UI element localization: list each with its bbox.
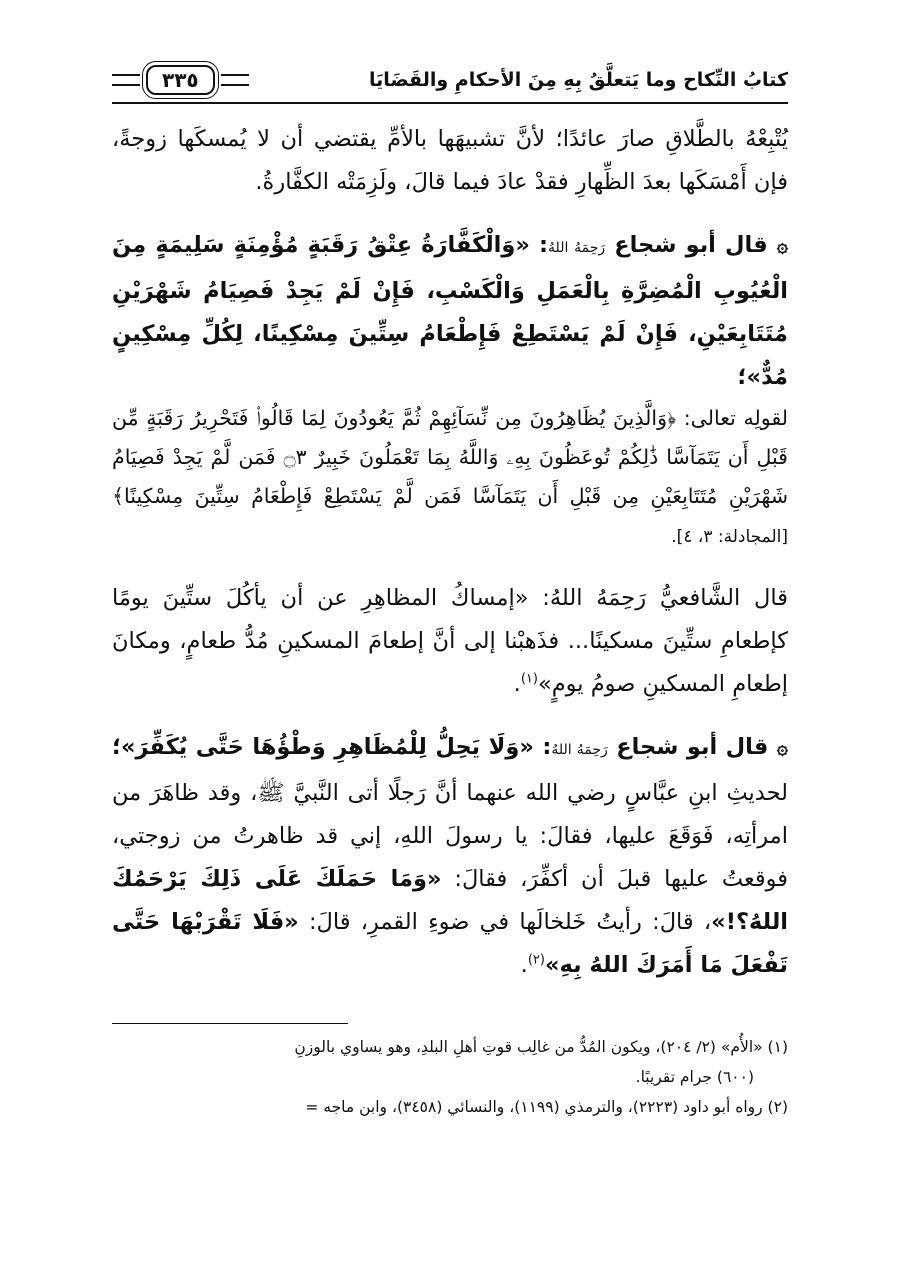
footnote-number: (١) [767, 1038, 788, 1056]
quran-block [112, 399, 788, 557]
paragraph-4 [112, 726, 788, 987]
hadith-quote: «فَلَا تَقْرَبْهَا حَتَّى تَفْعَلَ مَا أَمَرَكَ اللهُ بِهِ» [112, 909, 788, 978]
speaker: قال أبو شجاع [614, 232, 768, 258]
footnote-text: «الأُم» (٢/ ٢٠٤)، ويكون المُدُّ من غالِب قوتِ أهلِ البلدِ، وهو يساوي بالوزنِ [294, 1038, 763, 1056]
footnote-rule [112, 1023, 348, 1024]
shafii-quote: قال الشَّافعيُّ رَحِمَهُ اللهُ: «إمساكُ المظاهِرِ عن أن يأكُلَ ستِّينَ يومًا كإطعامِ ستِّينَ مسكينًا... فذَهبْنا إلى أنَّ إطعامَ المسكينِ مُدُّ طعامٍ، ومكانَ إطعامِ المسكينِ صومُ يومٍ» [112, 585, 788, 697]
footnote-1 [112, 1032, 788, 1062]
flower-ornament-icon: ۞ [776, 235, 788, 257]
period: . [520, 952, 528, 978]
footnote-text: رواه أبو داود (٢٢٢٣)، والترمذي (١١٩٩)، والنسائي (٣٤٥٨)، وابن ماجه = [305, 1098, 763, 1116]
honorific: رَحِمَهُ اللهُ [548, 240, 606, 256]
page-number: ٣٣٥ [146, 65, 215, 95]
footnote-ref[interactable]: (٢) [527, 952, 545, 968]
running-title: كتابُ النِّكاح وما يَتعلَّقُ بِهِ مِنَ الأحكامِ والقَضَايَا [368, 69, 788, 91]
hadith-quote: «وَمَا حَمَلَكَ عَلَى ذَلِكَ يَرْحَمُكَ اللهُ؟!» [112, 866, 788, 935]
footnote-1-continued: (٦٠٠) جرام تقريبًا. [635, 1068, 754, 1086]
paragraph-3 [112, 577, 788, 706]
hadith-text: ، قالَ: رأيتُ خَلخالَها في ضوءِ القمرِ، قالَ: [298, 909, 712, 935]
footnote-number: (٢) [767, 1098, 788, 1116]
frame-ornament [112, 74, 140, 86]
paragraph-2 [112, 224, 788, 557]
honorific: رَحِمَهُ اللهُ [551, 742, 608, 758]
frame-ornament [221, 74, 249, 86]
flower-ornament-icon: ۞ [776, 737, 788, 759]
matn-text: : «وَالْكَفَّارَةُ عِتْقُ رَقَبَةٍ مُؤْمِنَةٍ سَلِيمَةٍ مِنَ الْعُيُوبِ الْمُضِرَّةِ بِالْعَمَلِ وَالْكَسْبِ، فَإِنْ لَمْ يَجِدْ فَصِيَامُ شَهْرَيْنِ مُتَتَابِعَيْنِ، فَإِنْ لَمْ يَسْتَطِعْ فَإِطْعَامُ سِتِّينَ مِسْكِينًا، لِكُلِّ مِسْكِينٍ مُدٌّ»؛ [112, 232, 788, 390]
hadith-text: لحديثِ ابنِ عبَّاسٍ رضي الله عنهما أنَّ رَجلًا أتى النَّبيَّ ﷺ، وقد ظاهَرَ من امرأتِه، فَوَقَعَ عليها، فقالَ: يا رسولَ اللهِ، إني قد ظاهرتُ من زوجتي، فوقعتُ عليها قبلَ أن أكفِّرَ، فقالَ: [112, 780, 788, 892]
page-number-frame [112, 65, 249, 95]
quran-verse: ﴿وَالَّذِينَ يُظَاهِرُونَ مِن نِّسَآئِهِمْ ثُمَّ يَعُودُونَ لِمَا قَالُوا۟ فَتَحْرِيرُ رَقَبَةٍ مِّن قَبْلِ أَن يَتَمَآسَّا ذَٰلِكُمْ تُوعَظُونَ بِهِۦ وَاللَّهُ بِمَا تَعْمَلُونَ خَبِيرٌ ۝٣ فَمَن لَّمْ يَجِدْ فَصِيَامُ شَهْرَيْنِ مُتَتَابِعَيْنِ مِن قَبْلِ أَن يَتَمَآسَّا فَمَن لَّمْ يَسْتَطِعْ فَإِطْعَامُ سِتِّينَ مِسْكِينًا﴾ [112, 406, 788, 508]
footnote-2 [112, 1092, 788, 1122]
matn-text: : «وَلَا يَحِلُّ لِلْمُظَاهِرِ وَطْؤُهَا حَتَّى يُكَفِّرَ»؛ [112, 734, 552, 760]
speaker: قال أبو شجاع [616, 734, 769, 760]
period: . [513, 671, 521, 697]
page [112, 60, 788, 1122]
footnotes [112, 1032, 788, 1122]
page-header [112, 60, 788, 100]
quran-reference: [المجادلة: ٣، ٤]. [671, 527, 788, 547]
quran-intro: لقولِه تعالى: [683, 406, 788, 430]
paragraph-1: يُتْبِعْهُ بالطَّلاقِ صارَ عائدًا؛ لأنَّ تشبيهَها بالأمِّ يقتضي أن لا يُمسكَها زوجةً، فإن أَمْسَكَها بعدَ الظِّهارِ فقدْ عادَ فيما قالَ، ولَزِمَتْه الكفَّارةُ. [112, 126, 788, 195]
footnote-ref[interactable]: (١) [520, 671, 538, 687]
